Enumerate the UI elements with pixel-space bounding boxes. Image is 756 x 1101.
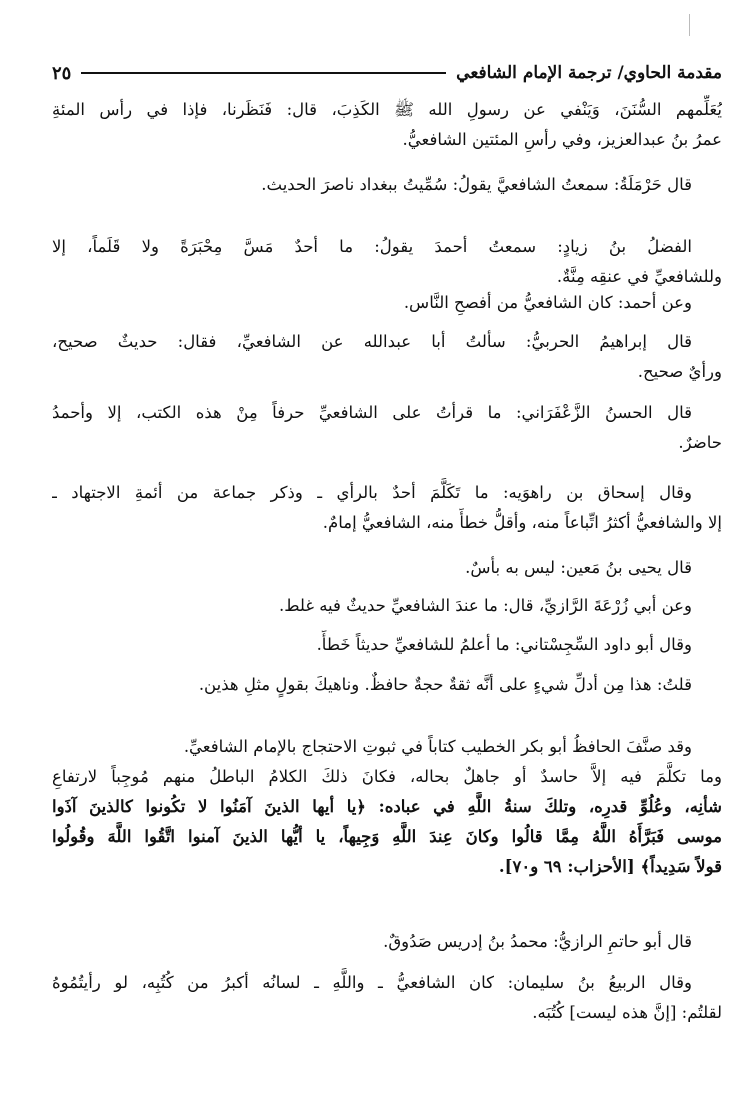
paragraph-ishaq	[52, 478, 722, 538]
paragraph-harbi	[52, 327, 722, 387]
page-number: ٢٥	[52, 62, 72, 84]
paragraph-abu-dawud	[52, 630, 722, 660]
header-rule	[81, 72, 446, 74]
paragraph-fadl	[52, 232, 722, 292]
text-line: وللشافعيِّ في عنقِه مِنَّةٌ.	[556, 267, 722, 286]
text-line: قال إبراهيمُ الحربيُّ: سألتُ أبا عبدالله عن الشافعيِّ، فقال: حديثٌ صحيح،	[52, 332, 692, 351]
quran-verse-line: شأنِه، وعُلُوِّ قدرِه، وتلكَ سنةُ اللَّهِ في عباده: ﴿يا أيها الذينَ آمَنُوا لا تكُونوا كالذينَ آذَوا	[52, 797, 722, 816]
text-line: ورأيٌ صحيح.	[637, 362, 722, 381]
paragraph-khatib	[52, 732, 722, 882]
text-line: قال الحسنُ الزَّعْفَرَاني: ما قرأتُ على الشافعيِّ حرفاً مِنْ هذه الكتب، إلا وأحمدُ	[52, 403, 692, 422]
text-line: عمرُ بنُ عبدالعزيز، وفي رأسِ المئتين الشافعيُّ.	[402, 130, 722, 149]
header-title: مقدمة الحاوي/ ترجمة الإمام الشافعي	[456, 63, 722, 83]
paragraph-abu-hatim	[52, 927, 722, 957]
text-line: لقلتُم: [إنَّ هذه ليست] كُتُبَه.	[532, 1003, 722, 1022]
paragraph-qultu	[52, 670, 722, 700]
text-line: وعن أحمد: كان الشافعيُّ من أفصحِ النَّاس.	[403, 293, 692, 312]
text-line: وما تكلَّمَ فيه إلاَّ حاسدٌ أو جاهلٌ بحاله، فكانَ ذلكَ الكلامُ الباطلُ منهم مُوجِباً لارتفاعِ	[52, 767, 722, 786]
text-line: وعن أبي زُرْعَةَ الرَّازيِّ، قال: ما عندَ الشافعيِّ حديثٌ فيه غلط.	[278, 596, 692, 615]
text-line: قال حَرْمَلَةُ: سمعتُ الشافعيَّ يقولُ: سُمِّيتُ ببغداد ناصرَ الحديث.	[261, 175, 692, 194]
text-line: وقال أبو داود السِّجِسْتاني: ما أعلمُ للشافعيِّ حديثاً خَطأً.	[316, 635, 692, 654]
text-line: الفضلُ بنُ زيادٍ: سمعتُ أحمدَ يقولُ: ما أحدٌ مَسَّ مِحْبَرَةً ولا قَلَماً، إلا	[52, 237, 692, 256]
text-line: حاضرٌ.	[678, 433, 722, 452]
paragraph-yahya	[52, 553, 722, 583]
quran-verse-line: قولاً سَدِيداً﴾ [الأحزاب: ٦٩ و٧٠].	[498, 857, 722, 876]
paragraph-harmala	[52, 170, 722, 200]
paragraph-abu-zura	[52, 591, 722, 621]
paragraph-ahmad	[52, 288, 722, 318]
text-line: قال يحيى بنُ مَعين: ليس به بأسٌ.	[465, 558, 692, 577]
text-line: إلا والشافعيُّ أكثرُ اتِّباعاً منه، وأقلُّ خطأً منه، الشافعيُّ إمامٌ.	[322, 513, 722, 532]
text-line: قلتُ: هذا مِن أدلِّ شيءٍ على أنَّه ثقةٌ حجةٌ حافظٌ. وناهيكَ بقولٍ مثلِ هذين.	[198, 675, 692, 694]
quran-verse-line: موسى فَبَرَّأَهُ اللَّهُ مِمَّا قالُوا وكانَ عِندَ اللَّهِ وَجِيهاً، يا أيُّها الذينَ آمنوا اتَّقُوا اللَّهَ وقُولُوا	[52, 827, 722, 846]
paragraph-tulimuhum	[52, 95, 722, 155]
running-header	[52, 58, 722, 88]
paragraph-rabi	[52, 968, 722, 1028]
text-line: وقد صنَّفَ الحافظُ أبو بكر الخطيب كتاباً في ثبوتِ الاحتجاج بالإمام الشافعيِّ.	[183, 737, 692, 756]
paragraph-zafarani	[52, 398, 722, 458]
text-line: يُعَلِّمهم السُّنَنَ، وَيَنْفي عن رسولِ الله ﷺ الكَذِبَ، قال: فَنَظَرنا، فإذا في رأس المئةِ	[52, 100, 722, 119]
text-line: وقال الربيعُ بنُ سليمان: كان الشافعيُّ ـ واللَّهِ ـ لسانُه أكبرُ من كُتُبِه، لو رأيتُمُوهُ	[52, 973, 692, 992]
document-page	[52, 0, 722, 1101]
text-line: وقال إسحاق بن راهوَيه: ما تَكَلَّمَ أحدٌ بالرأي ـ وذكر جماعة من أئمةِ الاجتهاد ـ	[52, 483, 692, 502]
text-line: قال أبو حاتمِ الرازيُّ: محمدُ بنُ إدريس صَدُوقٌ.	[383, 932, 692, 951]
